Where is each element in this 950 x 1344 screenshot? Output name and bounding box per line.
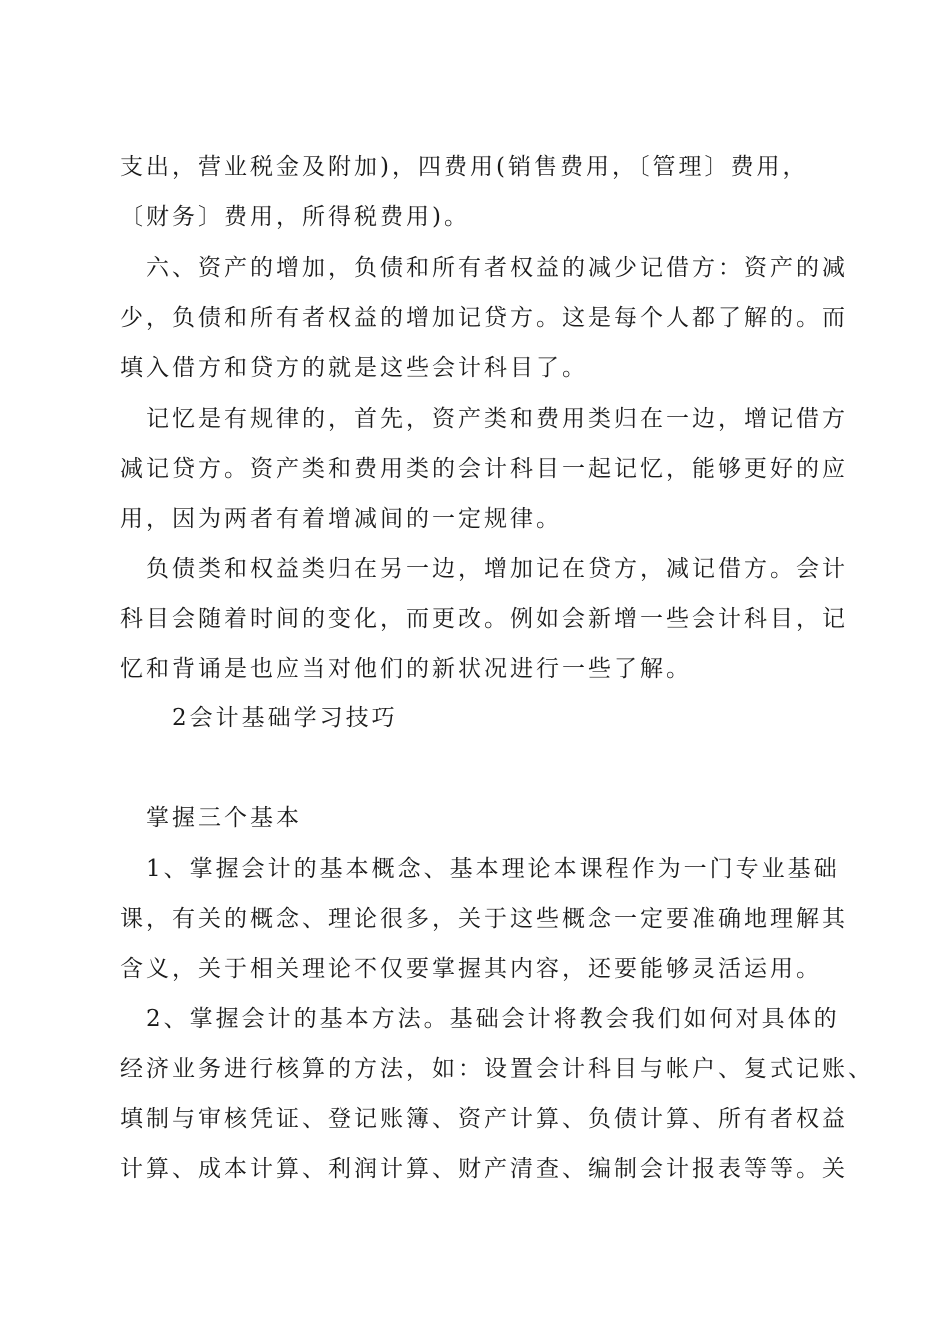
text-line: 记忆是有规律的，首先，资产类和费用类归在一边，增记借方 bbox=[146, 406, 848, 432]
text-line: 填制与审核凭证、登记账簿、资产计算、负债计算、所有者权益 bbox=[120, 1106, 848, 1132]
text-line: 忆和背诵是也应当对他们的新状况进行一些了解。 bbox=[120, 656, 692, 682]
text-line: 1、掌握会计的基本概念、基本理论本课程作为一门专业基础 bbox=[146, 856, 840, 882]
text-line: 填入借方和贷方的就是这些会计科目了。 bbox=[120, 355, 588, 381]
text-line: 减记贷方。资产类和费用类的会计科目一起记忆，能够更好的应 bbox=[120, 456, 848, 482]
text-line: 〔财务〕费用，所得税费用)。 bbox=[120, 204, 470, 230]
text-line: 用，因为两者有着增减间的一定规律。 bbox=[120, 506, 562, 532]
text-line: 课，有关的概念、理论很多，关于这些概念一定要准确地理解其 bbox=[120, 906, 848, 932]
text-line: 支出，营业税金及附加)，四费用(销售费用，〔管理〕费用， bbox=[120, 154, 809, 180]
text-line: 含义，关于相关理论不仅要掌握其内容，还要能够灵活运用。 bbox=[120, 956, 822, 982]
text-line: 2、掌握会计的基本方法。基础会计将教会我们如何对具体的 bbox=[146, 1006, 840, 1032]
text-line: 计算、成本计算、利润计算、财产清查、编制会计报表等等。关 bbox=[120, 1156, 848, 1182]
text-line: 负债类和权益类归在另一边，增加记在贷方，减记借方。会计 bbox=[146, 556, 848, 582]
text-line: 少，负债和所有者权益的增加记贷方。这是每个人都了解的。而 bbox=[120, 305, 848, 331]
text-line: 科目会随着时间的变化，而更改。例如会新增一些会计科目，记 bbox=[120, 606, 848, 632]
section-heading: 2会计基础学习技巧 bbox=[172, 705, 398, 731]
text-line: 经济业务进行核算的方法，如：设置会计科目与帐户、复式记账、 bbox=[120, 1056, 874, 1082]
subheading: 掌握三个基本 bbox=[146, 805, 302, 831]
text-line: 六、资产的增加，负债和所有者权益的减少记借方：资产的减 bbox=[146, 255, 848, 281]
